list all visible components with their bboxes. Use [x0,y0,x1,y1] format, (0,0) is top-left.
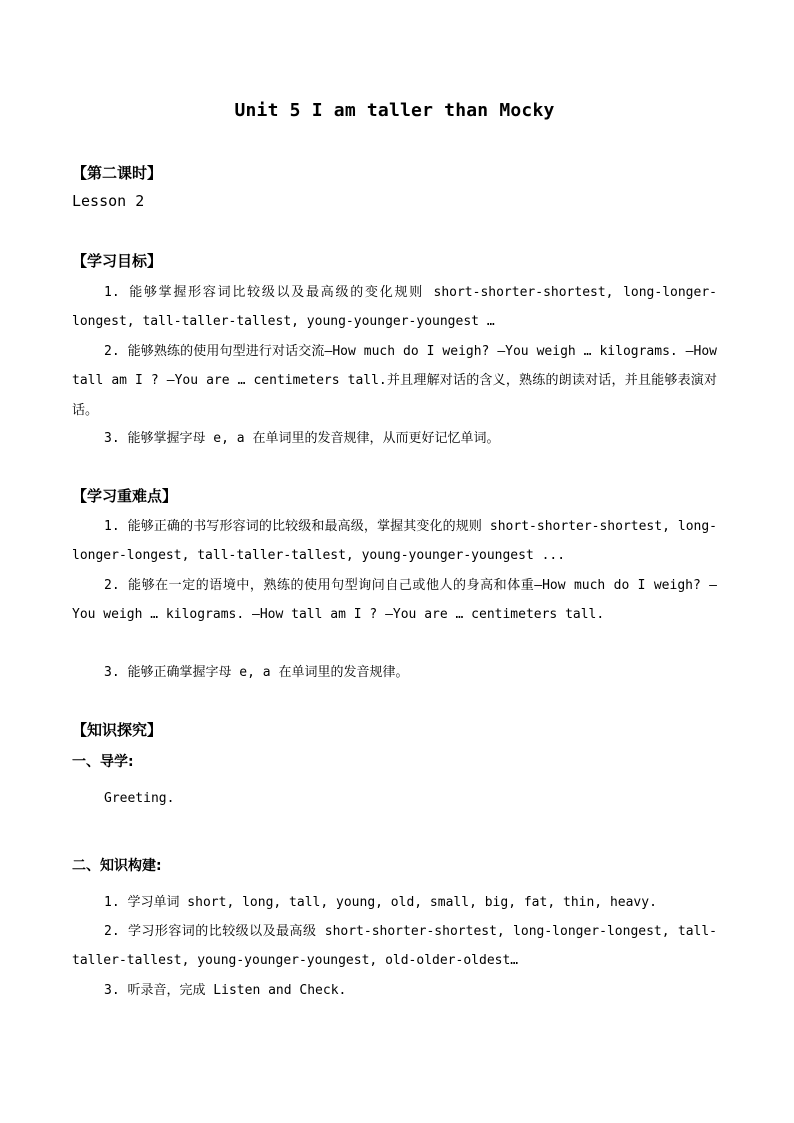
guide-heading: 一、导学: [72,754,134,770]
knowledge-item-3: 3. 听录音，完成 Listen and Check. [104,983,347,998]
key-points-heading: 【学习重难点】 [72,487,178,505]
objective-item-2: 2. 能够熟练的使用句型进行对话交流—How much do I weigh? —You weigh … kilograms. —How tall am I ? —You are … centimeters tall.并且理解对话的含义，熟练的朗读对话，并且能够表演对话。 [72,344,717,418]
objectives-heading: 【学习目标】 [72,252,163,270]
document-title: Unit 5 I am taller than Mocky [234,100,555,121]
key-point-item-1: 1. 能够正确的书写形容词的比较级和最高级，掌握其变化的规则 short-shorter-shortest, long-longer-longest, tall-taller-tallest, young-younger-youngest ... [72,519,717,564]
exploration-heading: 【知识探究】 [72,721,163,739]
objective-item-1: 1. 能够掌握形容词比较级以及最高级的变化规则 short-shorter-shortest, long-longer-longest, tall-taller-tallest, young-younger-youngest … [72,285,717,330]
lesson-label: Lesson 2 [72,192,145,210]
knowledge-item-1: 1. 学习单词 short, long, tall, young, old, small, big, fat, thin, heavy. [104,895,657,910]
period-heading: 【第二课时】 [72,164,163,182]
key-point-item-3: 3. 能够正确掌握字母 e, a 在单词里的发音规律。 [104,665,409,680]
guide-text: Greeting. [104,791,175,806]
key-point-item-2: 2. 能够在一定的语境中，熟练的使用句型询问自己或他人的身高和体重—How much do I weigh? —You weigh … kilograms. —How tall am I ? —You are … centimeters tall. [72,578,717,623]
knowledge-heading: 二、知识构建: [72,858,162,874]
knowledge-item-2: 2. 学习形容词的比较级以及最高级 short-shorter-shortest, long-longer-longest, tall-taller-tallest, young-younger-youngest, old-older-oldest… [72,924,717,969]
objective-item-3: 3. 能够掌握字母 e, a 在单词里的发音规律，从而更好记忆单词。 [104,431,500,446]
